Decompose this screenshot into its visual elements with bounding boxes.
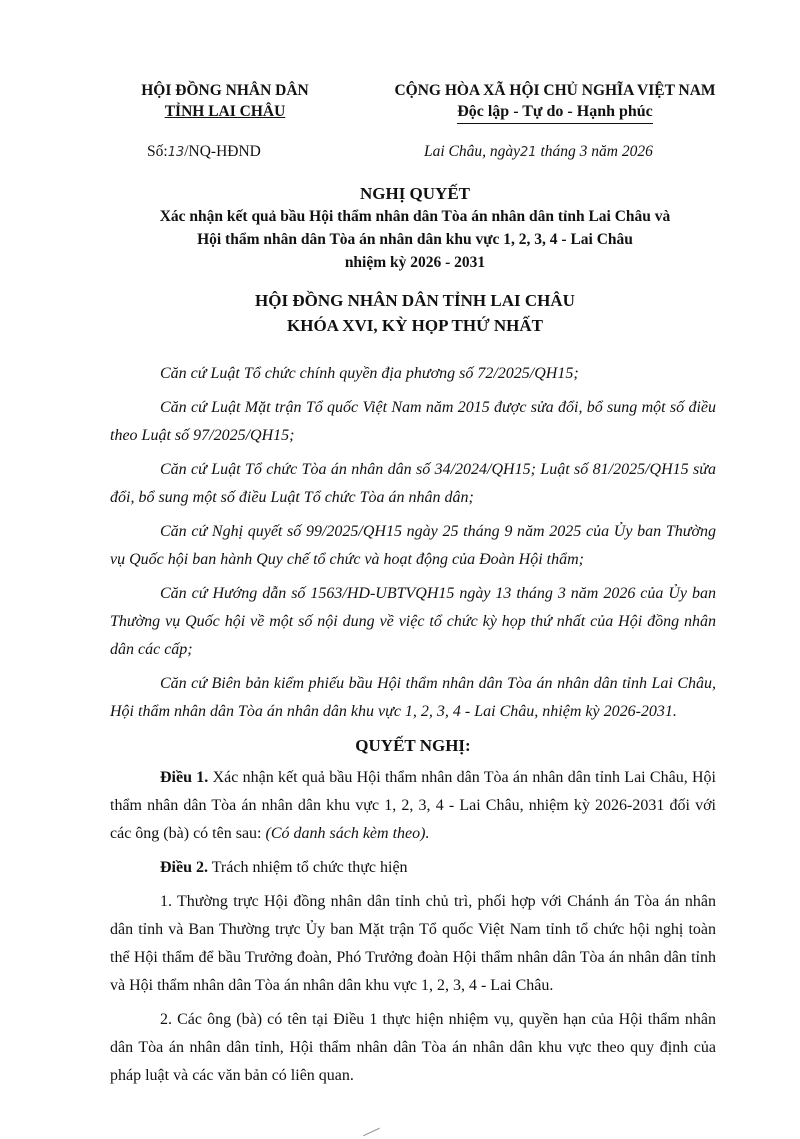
- doc-number-suffix: /NQ-HĐND: [184, 143, 261, 160]
- place-date: [424, 143, 653, 161]
- subject-line-2: Hội thẩm nhân dân Tòa án nhân dân khu vực 1, 2, 3, 4 - Lai Châu: [197, 231, 633, 248]
- document-number: [147, 143, 261, 161]
- nation-line-1: CỘNG HÒA XÃ HỘI CHỦ NGHĨA VIỆT NAM: [394, 82, 716, 99]
- subject-line-1: Xác nhận kết quả bầu Hội thẩm nhân dân Tòa án nhân dân tỉnh Lai Châu và: [159, 208, 671, 225]
- document-title: [90, 183, 740, 274]
- council-line-1: HỘI ĐỒNG NHÂN DÂN TỈNH LAI CHÂU: [255, 291, 575, 310]
- article-2-clause-1: 1. Thường trực Hội đồng nhân dân tỉnh chủ trì, phối hợp với Chánh án Tòa án nhân dân tỉnh và Ban Thường trực Ủy ban Mặt trận Tổ quốc Việt Nam tỉnh tổ chức hội nghị toàn thể Hội thẩm để bầu Trưởng đoàn, Phó Trưởng đoàn Hội thẩm nhân dân Tòa án nhân dân tỉnh và Hội thẩm nhân dân Tòa án nhân dân khu vực 1, 2, 3, 4 - Lai Châu.: [110, 893, 716, 994]
- legal-basis-6: Căn cứ Biên bản kiểm phiếu bầu Hội thẩm nhân dân Tòa án nhân dân tỉnh Lai Châu, Hội thẩm nhân dân Tòa án nhân dân khu vực 1, 2, 3, 4 - Lai Châu, nhiệm kỳ 2026-2031.: [110, 675, 716, 720]
- national-title: [345, 80, 765, 124]
- agency-line-1: HỘI ĐỒNG NHÂN DÂN: [141, 82, 309, 99]
- agency-line-2: TỈNH LAI CHÂU: [164, 103, 286, 120]
- legal-basis-2: Căn cứ Luật Mặt trận Tổ quốc Việt Nam năm 2015 được sửa đổi, bổ sung một số điều theo Luật số 97/2025/QH15;: [110, 399, 716, 444]
- title-heading: NGHỊ QUYẾT: [359, 184, 471, 203]
- legal-basis-4: Căn cứ Nghị quyết số 99/2025/QH15 ngày 25 tháng 9 năm 2025 của Ủy ban Thường vụ Quốc hội ban hành Quy chế tổ chức và hoạt động của Đoàn Hội thẩm;: [110, 523, 716, 568]
- place-date-before: Lai Châu, ngày: [424, 143, 521, 160]
- article-1-text: Xác nhận kết quả bầu Hội thẩm nhân dân Tòa án nhân dân tỉnh Lai Châu, Hội thẩm nhân dân Tòa án nhân dân khu vực 1, 2, 3, 4 - Lai Châu, nhiệm kỳ 2026-2031 đối với các ông (bà) có tên sau:: [110, 769, 716, 842]
- council-heading: [90, 288, 740, 338]
- legal-basis-3: Căn cứ Luật Tổ chức Tòa án nhân dân số 34/2024/QH15; Luật số 81/2025/QH15 sửa đổi, bổ sung một số điều Luật Tổ chức Tòa án nhân dân;: [110, 461, 716, 506]
- issuing-agency: [110, 80, 340, 122]
- article-2-label: Điều 2.: [160, 859, 208, 876]
- article-1-label: Điều 1.: [160, 769, 209, 786]
- place-date-after: tháng 3 năm 2026: [540, 143, 653, 160]
- resolution-heading: QUYẾT NGHỊ:: [355, 736, 471, 755]
- doc-number-prefix: Số:: [147, 143, 168, 160]
- legal-basis-1: Căn cứ Luật Tổ chức chính quyền địa phương số 72/2025/QH15;: [160, 365, 579, 382]
- motto: Độc lập - Tự do - Hạnh phúc: [457, 101, 653, 124]
- pen-mark: [358, 1117, 380, 1136]
- article-1: [110, 764, 716, 848]
- subject-line-3: nhiệm kỳ 2026 - 2031: [344, 254, 486, 271]
- council-line-2: KHÓA XVI, KỲ HỌP THỨ NHẤT: [287, 316, 543, 335]
- article-2-clause-2: 2. Các ông (bà) có tên tại Điều 1 thực hiện nhiệm vụ, quyền hạn của Hội thẩm nhân dân Tòa án nhân dân tỉnh, Hội thẩm nhân dân Tòa án nhân dân khu vực theo quy định của pháp luật và các văn bản có liên quan.: [110, 1011, 716, 1084]
- handwritten-day: 21: [520, 145, 537, 160]
- article-2: [110, 854, 716, 882]
- article-1-note: (Có danh sách kèm theo).: [265, 825, 430, 842]
- article-2-text: Trách nhiệm tổ chức thực hiện: [211, 859, 408, 876]
- handwritten-number: 13: [167, 145, 185, 160]
- legal-basis-5: Căn cứ Hướng dẫn số 1563/HD-UBTVQH15 ngày 13 tháng 3 năm 2026 của Ủy ban Thường vụ Quốc hội về một số nội dung về việc tổ chức kỳ họp thứ nhất của Hội đồng nhân dân các cấp;: [110, 585, 716, 658]
- document-body: [110, 360, 716, 1096]
